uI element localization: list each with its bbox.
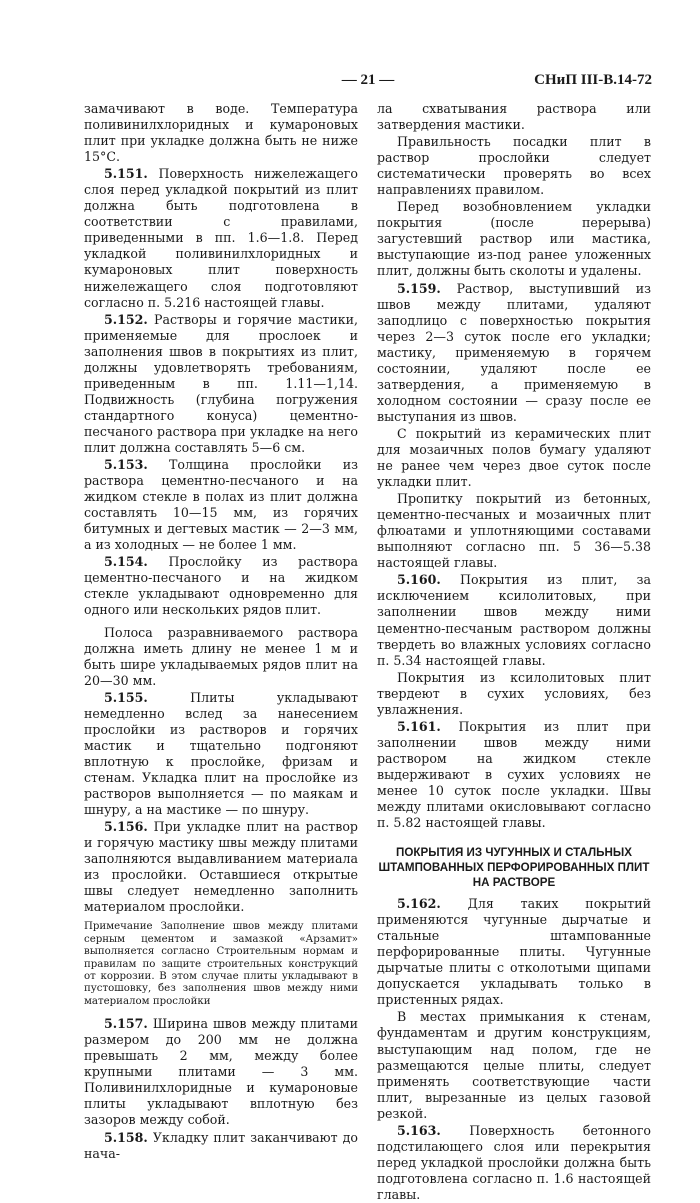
- paragraph: Пропитку покрытий из бетонных, цементно-песчаных и мозаичных плит флюатами и уплотняющими составами выполняют согласно пп. 5 36—5.38 настоящей главы.: [377, 491, 651, 571]
- paragraph: Покрытия из ксилолитовых плит твердеют в сухих условиях, без увлажнения.: [377, 669, 651, 717]
- paragraph-5-163: 5.163. Поверхность бетонного подстилающего слоя или перекрытия перед укладкой прослойки должна быть подготовлена согласно п. 1.6 настоящей главы.: [377, 1122, 651, 1202]
- paragraph-5-151: 5.151. Поверхность нижележащего слоя перед укладкой покрытий из плит должна быть подготовлена в соответствии с правилами, приведенными в пп. 1.6—1.8. Перед укладкой поливинилхлоридных и кумароновых плит поверхность нижележащего слоя подготовляют согласно п. 5.216 настоящей главы.: [84, 166, 358, 310]
- paragraph-5-159: 5.159. Раствор, выступивший из швов между плитами, удаляют заподлицо с поверхностью покрытия через 2—3 суток после его укладки; мастику, применяемую в горячем состоянии, удаляют после ее затвердения, а применяемую в холодном состоянии — сразу после ее выступания из швов.: [377, 280, 651, 424]
- paragraph-5-152: 5.152. Растворы и горячие мастики, применяемые для прослоек и заполнения швов в покрытиях из плит, должны удовлетворять требованиям, приведенным в пп. 1.11—1,14. Подвижность (глубина погружения стандартного конуса) цементно-песчаного раствора при укладке на него плит должна составлять 5—6 см.: [84, 311, 358, 455]
- paragraph-5-153: 5.153. Толщина прослойки из раствора цементно-песчаного и на жидком стекле в полах из плит должна составлять 10—15 мм, из горячих битумных и дегтевых мастик — 2—3 мм, а из холодных — не более 1 мм.: [84, 457, 358, 553]
- left-column: [84, 101, 358, 1162]
- paragraph: С покрытий из керамических плит для мозаичных полов бумагу удаляют не ранее чем через двое суток после укладки плит.: [377, 425, 651, 490]
- paragraph-5-161: 5.161. Покрытия из плит при заполнении швов между ними раствором на жидком стекле выдерживают в сухих условиях не менее 10 суток после укладки. Швы между плитами окисловывают согласно п. 5.82 настоящей главы.: [377, 718, 651, 831]
- note: Примечание Заполнение швов между плитами серным цементом и замазкой «Арзамит» выполняется согласно Строительным нормам и правилам по защите строительных конструкций от коррозии. В этом случае плиты укладывают в пустошовку, без заполнения швов между ними материалом прослойки: [84, 921, 358, 1007]
- paragraph: ла схватывания раствора или затвердения мастики.: [377, 101, 651, 133]
- document-code: СНиП III-В.14-72: [534, 72, 652, 88]
- paragraph: Полоса разравниваемого раствора должна иметь длину не менее 1 м и быть шире укладываемых рядов плит на 20—30 мм.: [84, 624, 358, 688]
- paragraph-5-157: 5.157. Ширина швов между плитами размером до 200 мм не должна превышать 2 мм, между более крупными плитами — 3 мм. Поливинилхлоридные и кумароновые плиты укладывают вплотную без зазоров между собой.: [84, 1016, 358, 1128]
- page-number: — 21 —: [341, 72, 395, 88]
- paragraph-5-162: 5.162. Для таких покрытий применяются чугунные дырчатые и стальные штампованные перфорированные плиты. Чугунные дырчатые плиты с отколотыми щипами допускается укладывать только в пристенных рядах.: [377, 896, 651, 1008]
- paragraph: Правильность посадки плит в раствор прослойки следует систематически проверять во всех направлениях правилом.: [377, 134, 651, 198]
- paragraph-5-154: 5.154. Прослойку из раствора цементно-песчаного и на жидком стекле укладывают одновременно для одного или нескольких рядов плит.: [84, 554, 358, 618]
- paragraph: замачивают в воде. Температура поливинилхлоридных и кумароновых плит при укладке должна быть не ниже 15°С.: [84, 101, 358, 165]
- paragraph-5-160: 5.160. Покрытия из плит, за исключением ксилолитовых, при заполнении швов между ними цементно-песчаным раствором должны твердеть во влажных условиях согласно п. 5.34 настоящей главы.: [377, 572, 651, 668]
- page-header: [84, 72, 652, 94]
- right-column: [377, 101, 651, 1203]
- paragraph-5-156: 5.156. При укладке плит на раствор и горячую мастику швы между плитами заполняются выдавливанием материала из прослойки. Оставшиеся открытые швы следует немедленно заполнить материалом прослойки.: [84, 819, 358, 915]
- section-title: ПОКРЫТИЯ ИЗ ЧУГУННЫХ И СТАЛЬНЫХ ШТАМПОВАННЫХ ПЕРФОРИРОВАННЫХ ПЛИТ НА РАСТВОРЕ: [378, 846, 650, 890]
- paragraph: Перед возобновлением укладки покрытия (после перерыва) загустевший раствор или мастика, выступающие из-под ранее уложенных плит, должны быть сколоты и удалены.: [377, 199, 651, 279]
- paragraph-5-158: 5.158. Укладку плит заканчивают до нача-: [84, 1129, 358, 1161]
- paragraph: В местах примыкания к стенам, фундаментам и другим конструкциям, выступающим над полом, где не размещаются целые плиты, следует применять соответствующие части плит, вырезанные из целых газовой резкой.: [377, 1009, 651, 1121]
- paragraph-5-155: 5.155. Плиты укладывают немедленно вслед за нанесением прослойки из растворов и горячих мастик и тщательно подгоняют вплотную к прослойке, фризам и стенам. Укладка плит на прослойке из растворов выполняется — по маякам и шнуру, а на мастике — по шнуру.: [84, 689, 358, 818]
